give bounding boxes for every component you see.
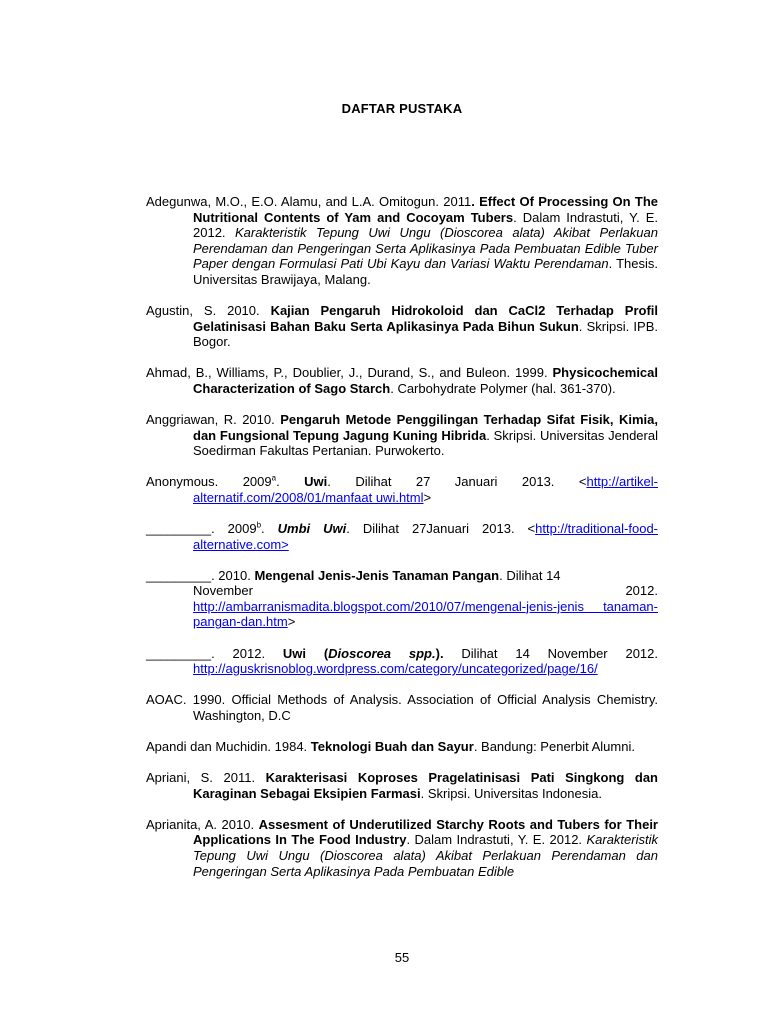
ref-title: Assesment of Underutilized Starchy Roots and Tubers for Their Applications In The Food Industry <box>193 816 658 848</box>
ref-italic-title: Karakteristik Tepung Uwi Ungu (Dioscorea alata) Akibat Perlakuan Perendaman dan Pengeringan Serta Aplikasinya Pada Pembuatan Edible <box>193 832 658 879</box>
page-title: DAFTAR PUSTAKA <box>341 101 463 116</box>
ref-title: ). <box>435 645 444 661</box>
reference-entry <box>146 568 658 630</box>
ref-text: > <box>423 489 432 505</box>
reference-entry <box>146 770 658 801</box>
reference-entry <box>146 739 658 755</box>
ref-title: Teknologi Buah dan Sayur <box>310 738 474 754</box>
ref-authors: _________. 2012. <box>146 645 283 661</box>
reference-entry <box>146 303 658 350</box>
reference-entry <box>146 692 658 723</box>
ref-title: . Effect Of Processing On The Nutritional Contents of Yam and Cocoyam Tubers <box>193 194 658 225</box>
ref-text: . Dalam Indrastuti, Y. E. 2012. <box>406 832 587 848</box>
reference-entry <box>146 412 658 459</box>
ref-italic-title: Dioscorea spp. <box>328 645 436 661</box>
ref-authors: Apriani, S. 2011. <box>146 770 266 786</box>
ref-title: Uwi <box>304 474 328 490</box>
ref-text: . Skripsi. IPB. Bogor. <box>193 318 658 350</box>
ref-authors: Adegunwa, M.O., E.O. Alamu, and L.A. Omitogun. 2011 <box>146 194 472 209</box>
ref-text: . Skripsi. Universitas Indonesia. <box>420 785 602 801</box>
reference-entry <box>146 646 658 677</box>
reference-entry <box>146 521 658 552</box>
ref-link[interactable]: http://ambarranismadita.blogspot.com/2010/07/mengenal-jenis-jenis tanaman-pangan-dan.htm <box>193 598 658 630</box>
ref-authors: Anggriawan, R. 2010. <box>146 412 281 428</box>
ref-text: . <box>276 474 305 490</box>
ref-authors: Anonymous. 2009 <box>146 474 272 490</box>
ref-title: Umbi Uwi <box>277 521 347 536</box>
ref-text: AOAC. 1990. Official Methods of Analysis. Association of Official Analysis Chemistry. Washington, D.C <box>146 692 658 723</box>
reference-list <box>146 194 658 895</box>
ref-text: 2012. <box>625 583 658 599</box>
ref-link[interactable]: http://artikel-alternatif.com/2008/01/manfaat uwi.html <box>193 474 658 505</box>
ref-text: . Dilihat 14 <box>499 567 561 583</box>
reference-entry <box>146 817 658 879</box>
ref-text: . Dilihat 27 Januari 2013. < <box>327 474 587 490</box>
ref-text: . <box>261 521 278 536</box>
ref-italic-title: Karakteristik Tepung Uwi Ungu (Dioscorea alata) Akibat Perlakuan Perendaman dan Pengeringan Serta Aplikasinya Pada Pembuatan Edible Tuber Paper dengan Formulasi Pati Ubi Kayu dan Variasi Waktu Perendaman <box>193 225 658 272</box>
ref-text: . Skripsi. Universitas Jenderal Soedirman Fakultas Pertanian. Purwokerto. <box>193 427 658 459</box>
ref-title: Pengaruh Metode Penggilingan Terhadap Sifat Fisik, Kimia, dan Fungsional Tepung Jagung Kuning Hibrida <box>193 412 658 443</box>
ref-title: Kajian Pengaruh Hidrokoloid dan CaCl2 Terhadap Profil Gelatinisasi Bahan Baku Serta Aplikasinya Pada Bihun Sukun <box>193 303 659 334</box>
ref-authors: Agustin, S. 2010. <box>146 303 271 319</box>
ref-superscript: b <box>256 520 262 530</box>
ref-link[interactable]: http://aguskrisnoblog.wordpress.com/category/uncategorized/page/16/ <box>193 661 598 677</box>
reference-entry <box>146 194 658 288</box>
page-number: 55 <box>394 950 410 965</box>
ref-text: . Dalam Indrastuti, Y. E. 2012. <box>193 209 658 241</box>
ref-authors: _________. 2009 <box>146 521 257 536</box>
ref-title: Karakterisasi Koproses Pragelatinisasi Pati Singkong dan Karaginan Sebagai Eksipien Farmasi <box>193 770 658 801</box>
ref-text: . Carbohydrate Polymer (hal. 361-370). <box>390 380 616 396</box>
ref-date-line <box>193 583 658 599</box>
ref-text: . Thesis. Universitas Brawijaya, Malang. <box>193 256 659 287</box>
ref-text: Dilihat 14 November 2012. <box>443 645 658 661</box>
ref-superscript: a <box>271 473 277 483</box>
ref-text: . Bandung: Penerbit Alumni. <box>473 738 635 754</box>
reference-entry <box>146 474 658 505</box>
ref-text: November <box>193 583 253 599</box>
ref-link[interactable]: http://traditional-food-alternative.com> <box>193 521 659 552</box>
ref-authors: Apandi dan Muchidin. 1984. <box>146 738 311 754</box>
ref-title: Uwi ( <box>282 645 329 661</box>
ref-text: . Dilihat 27Januari 2013. < <box>346 521 536 536</box>
ref-title: Physicochemical Characterization of Sago Starch <box>193 365 658 396</box>
ref-text: > <box>287 614 296 630</box>
reference-entry <box>146 365 658 396</box>
ref-authors: Ahmad, B., Williams, P., Doublier, J., Durand, S., and Buleon. 1999. <box>146 365 553 381</box>
ref-authors: Aprianita, A. 2010. <box>146 816 259 832</box>
ref-title: Mengenal Jenis-Jenis Tanaman Pangan <box>254 567 500 583</box>
ref-authors: _________. 2010. <box>146 567 255 583</box>
